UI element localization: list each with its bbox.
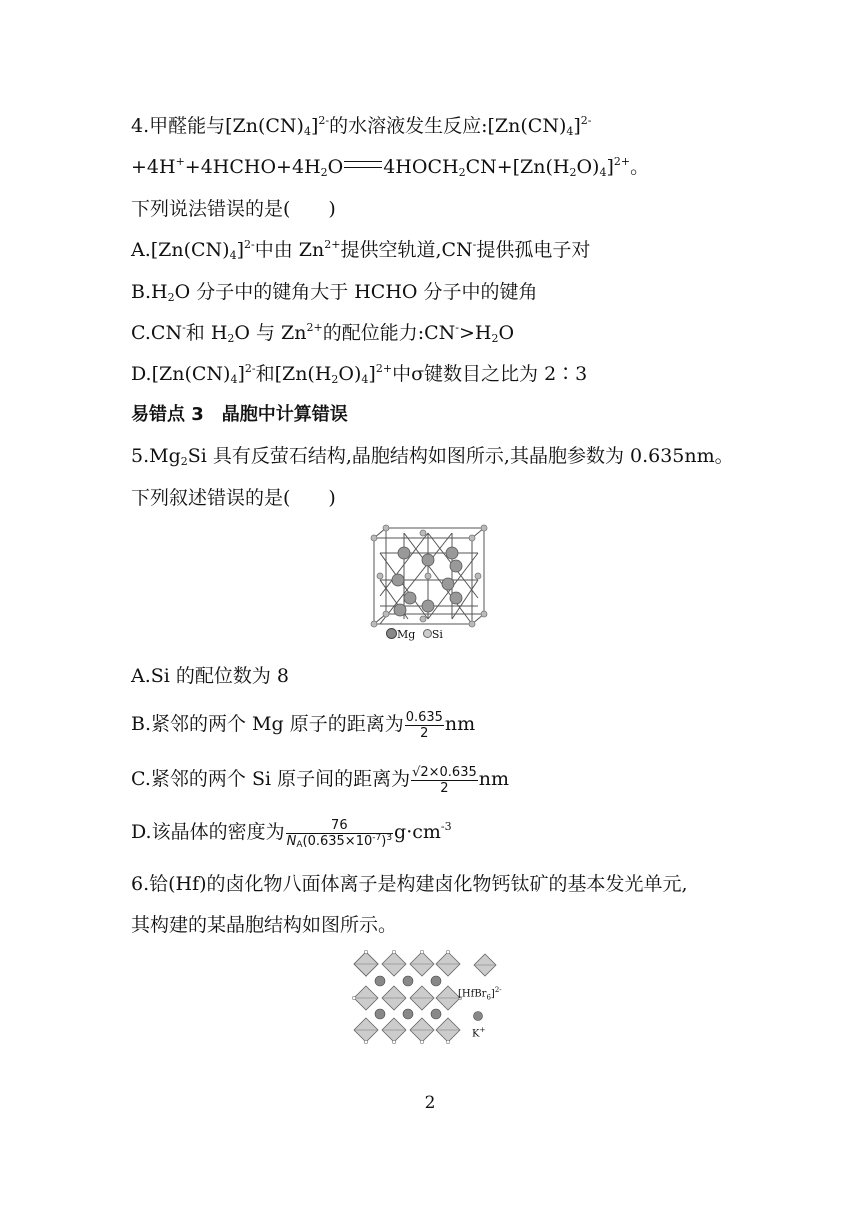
- q5-option-b[interactable]: B.紧邻的两个 Mg 原子的距离为 $\frac{0.635}{2}$ nm: [131, 709, 476, 741]
- fraction: $\frac{0.635}{2}$: [405, 709, 443, 741]
- q4-prompt: 下列说法错误的是( ): [131, 198, 336, 220]
- q5-option-a[interactable]: A.Si 的配位数为 8: [131, 665, 290, 687]
- legend-si-label: Si: [431, 628, 443, 641]
- q4-option-b[interactable]: $B.H_2O$ 分子中的键角大于 HCHO 分子中的键角: [131, 281, 538, 304]
- k-cation-label: K+: [472, 1026, 486, 1040]
- mg2si-unit-cell-diagram: [368, 518, 492, 646]
- q5-option-c[interactable]: C.紧邻的两个 Si 原子间的距离为 $\frac{√2\times 0.635}{2}$ nm: [131, 764, 510, 796]
- q6-stem-line1: 6.铪(Hf)的卤化物八面体离子是构建卤化物钙钛矿的基本发光单元,: [131, 873, 688, 895]
- q4-option-d[interactable]: $D.[Zn(CN)_4]^{2-}$和$[Zn(H_2O)_4]^{2+}$中σ键数目之比为 2∶3: [131, 362, 588, 386]
- q4-stem-line1: 4.甲醛能与$[Zn(CN)_4]^{2-}$的水溶液发生反应$:[Zn(CN)_4]^{2-}$: [131, 114, 592, 138]
- fraction: $\frac{76}{N_A(0.635\times 10^{-7})^3}$: [286, 817, 393, 850]
- q5-option-d[interactable]: D.该晶体的密度为 $\frac{76}{N_A(0.635\times 10^{-7})^3}$ $g\cdot cm^{-3}$: [131, 817, 452, 850]
- mg2si-legend: [386, 628, 443, 641]
- si-atom-icon: [423, 629, 432, 638]
- q5-prompt: 下列叙述错误的是( ): [131, 487, 336, 509]
- mg-atom-icon: [386, 628, 397, 639]
- q4-option-a[interactable]: $A.[Zn(CN)_4]^{2-}$中由 $Zn^{2+}$提供空轨道,CN-提供孤电子对: [131, 238, 591, 262]
- q5-stem: $5.Mg_2Si$ 具有反萤石结构,晶胞结构如图所示,其晶胞参数为 0.635nm。: [131, 445, 734, 468]
- q4-stem-line2: $+4H^++4HCHO+4H_2O$ $4HOCH_2CN+[Zn(H_2O)_4]^{2+}$。: [131, 155, 650, 179]
- section-heading: 易错点 3 晶胞中计算错误: [131, 404, 348, 425]
- page-number: 2: [424, 1093, 436, 1113]
- mg2si-crystal-figure: [368, 518, 492, 646]
- equal-sign-bar: [344, 161, 382, 168]
- hfbr6-ion-label: [HfBr$_6$]$^{2-}$: [458, 986, 502, 1002]
- q6-stem-line2: 其构建的某晶胞结构如图所示。: [131, 914, 398, 936]
- hfbr6-crystal-figure: [348, 948, 518, 1052]
- fraction: $\frac{√2\times 0.635}{2}$: [412, 764, 477, 796]
- legend-mg-label: Mg: [397, 628, 416, 641]
- q4-option-c[interactable]: C.CN-和 $H_2O$ 与 $Zn^{2+}$的配位能力$:CN^->H_2O$: [131, 321, 515, 345]
